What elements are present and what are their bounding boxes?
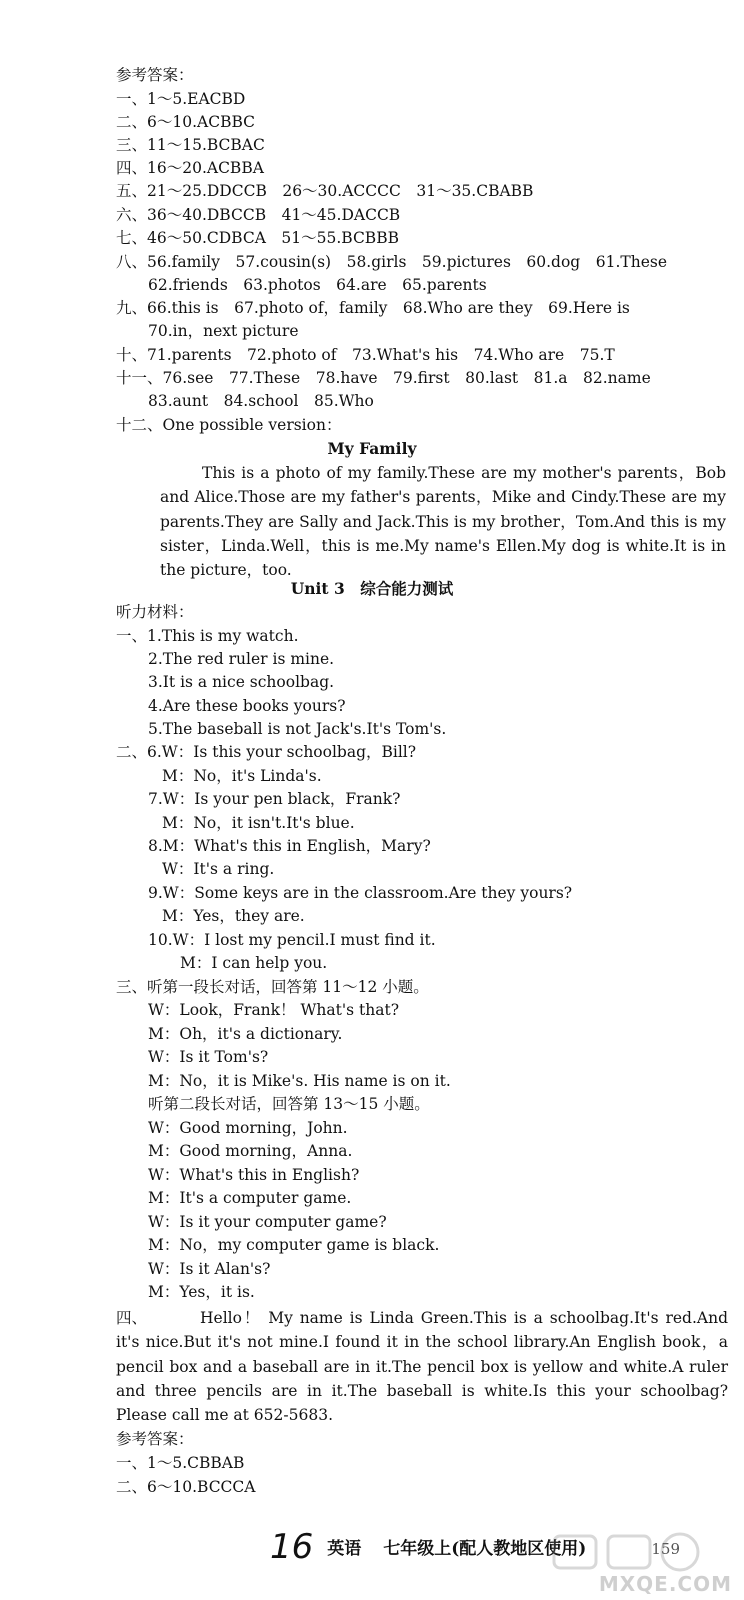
s1-line: 3.It is a nice schoolbag.	[148, 673, 335, 691]
answer-line-11b: 83.aunt 84.school 85.Who	[148, 392, 374, 410]
s2-line: 二、6.W：Is this your schoolbag，Bill?	[116, 743, 417, 761]
unit3-answer-1: 一、1～5.CBBAB	[116, 1454, 245, 1472]
answer-line-9a: 九、66.this is 67.photo of，family 68.Who are they 69.Here is	[116, 299, 630, 317]
s1-line: 5.The baseball is not Jack's.It's Tom's.	[148, 720, 447, 738]
s3-line: 三、听第一段长对话，回答第 11～12 小题。	[116, 978, 429, 996]
footer-subject: 英语	[327, 1539, 362, 1559]
s2-line: 8.M：What's this in English，Mary?	[148, 837, 431, 855]
answer-line-10: 十、71.parents 72.photo of 73.What's his 74.Who are 75.T	[116, 346, 615, 364]
section4-label: 四、	[116, 1309, 148, 1327]
s2-line: 9.W：Some keys are in the classroom.Are they yours?	[148, 884, 573, 902]
answer-line-8a: 八、56.family 57.cousin(s) 58.girls 59.pictures 60.dog 61.These	[116, 253, 667, 271]
essay-title: My Family	[327, 439, 417, 458]
s3-line: M：Yes，it is.	[148, 1283, 255, 1301]
s3-line: M：No，my computer game is black.	[148, 1236, 440, 1254]
listening-header: 听力材料：	[116, 603, 194, 621]
answer-line-1: 一、1～5.EACBD	[116, 90, 246, 108]
s3-line: W：Look，Frank！ What's that?	[148, 1001, 400, 1019]
section4-paragraph	[116, 1306, 728, 1427]
section4-text: Hello！ My name is Linda Green.This is a schoolbag.It's red.And it's nice.But it's not mine.I found it in the school library.An English book，a pencil box and a baseball are in it.The pencil box is yellow and white.A ruler and three pencils are in it.The baseball is white.Is this your schoolbag? Please call me at 652-5683.	[116, 1309, 728, 1425]
answer-line-12: 十二、One possible version：	[116, 416, 342, 434]
essay-paragraph: This is a photo of my family.These are my mother's parents，Bob and Alice.Those are my father's parents，Mike and Cindy.These are my parents.They are Sally and Jack.This is my brother，Tom.And this is my sister，Linda.Well，this is me.My name's Ellen.My dog is white.It is in the picture，too.	[160, 464, 726, 580]
s1-line: 4.Are these books yours?	[148, 697, 346, 715]
answer-line-4: 四、16～20.ACBBA	[116, 159, 264, 177]
s2-line: 7.W：Is your pen black，Frank?	[148, 790, 401, 808]
answer-line-3: 三、11～15.BCBAC	[116, 136, 265, 154]
watermark-text: MXQE.COM	[598, 1572, 732, 1596]
s2-line: M：No，it isn't.It's blue.	[162, 814, 355, 832]
s1-line: 一、1.This is my watch.	[116, 627, 299, 645]
s3-line: W：Is it Alan's?	[148, 1260, 271, 1278]
footer-grade: 七年级上(配人教地区使用)	[383, 1539, 587, 1559]
handwritten-mark: 16	[270, 1527, 314, 1567]
unit3-answer-2: 二、6～10.BCCCA	[116, 1478, 256, 1496]
answer-line-8b: 62.friends 63.photos 64.are 65.parents	[148, 276, 487, 294]
answer-line-9b: 70.in，next picture	[148, 322, 299, 340]
answers-header: 参考答案：	[116, 66, 194, 84]
answer-line-6: 六、36～40.DBCCB 41～45.DACCB	[116, 206, 401, 224]
s3-line: 听第二段长对话，回答第 13～15 小题。	[148, 1095, 430, 1113]
s2-line: M：I can help you.	[180, 954, 328, 972]
answer-line-7: 七、46～50.CDBCA 51～55.BCBBB	[116, 229, 399, 247]
answer-line-5: 五、21～25.DDCCB 26～30.ACCCC 31～35.CBABB	[116, 182, 534, 200]
answer-line-2: 二、6～10.ACBBC	[116, 113, 255, 131]
answer-line-11a: 十一、76.see 77.These 78.have 79.first 80.last 81.a 82.name	[116, 369, 651, 387]
s3-line: M：No，it is Mike's. His name is on it.	[148, 1072, 451, 1090]
s3-line: W：Good morning，John.	[148, 1119, 348, 1137]
s3-line: M：It's a computer game.	[148, 1189, 352, 1207]
s3-line: M：Good morning，Anna.	[148, 1142, 353, 1160]
watermark-logo	[518, 1532, 738, 1596]
s3-line: W：What's this in English?	[148, 1166, 360, 1184]
unit3-answers-header: 参考答案：	[116, 1430, 194, 1448]
s3-line: M：Oh，it's a dictionary.	[148, 1025, 343, 1043]
page-number: 159	[651, 1540, 680, 1558]
s2-line: M：No，it's Linda's.	[162, 767, 322, 785]
s2-line: 10.W：I lost my pencil.I must find it.	[148, 931, 436, 949]
s1-line: 2.The red ruler is mine.	[148, 650, 335, 668]
unit3-title: Unit 3 综合能力测试	[290, 579, 454, 598]
s2-line: W：It's a ring.	[162, 860, 275, 878]
s2-line: M：Yes，they are.	[162, 907, 305, 925]
s3-line: W：Is it Tom's?	[148, 1048, 269, 1066]
s3-line: W：Is it your computer game?	[148, 1213, 387, 1231]
